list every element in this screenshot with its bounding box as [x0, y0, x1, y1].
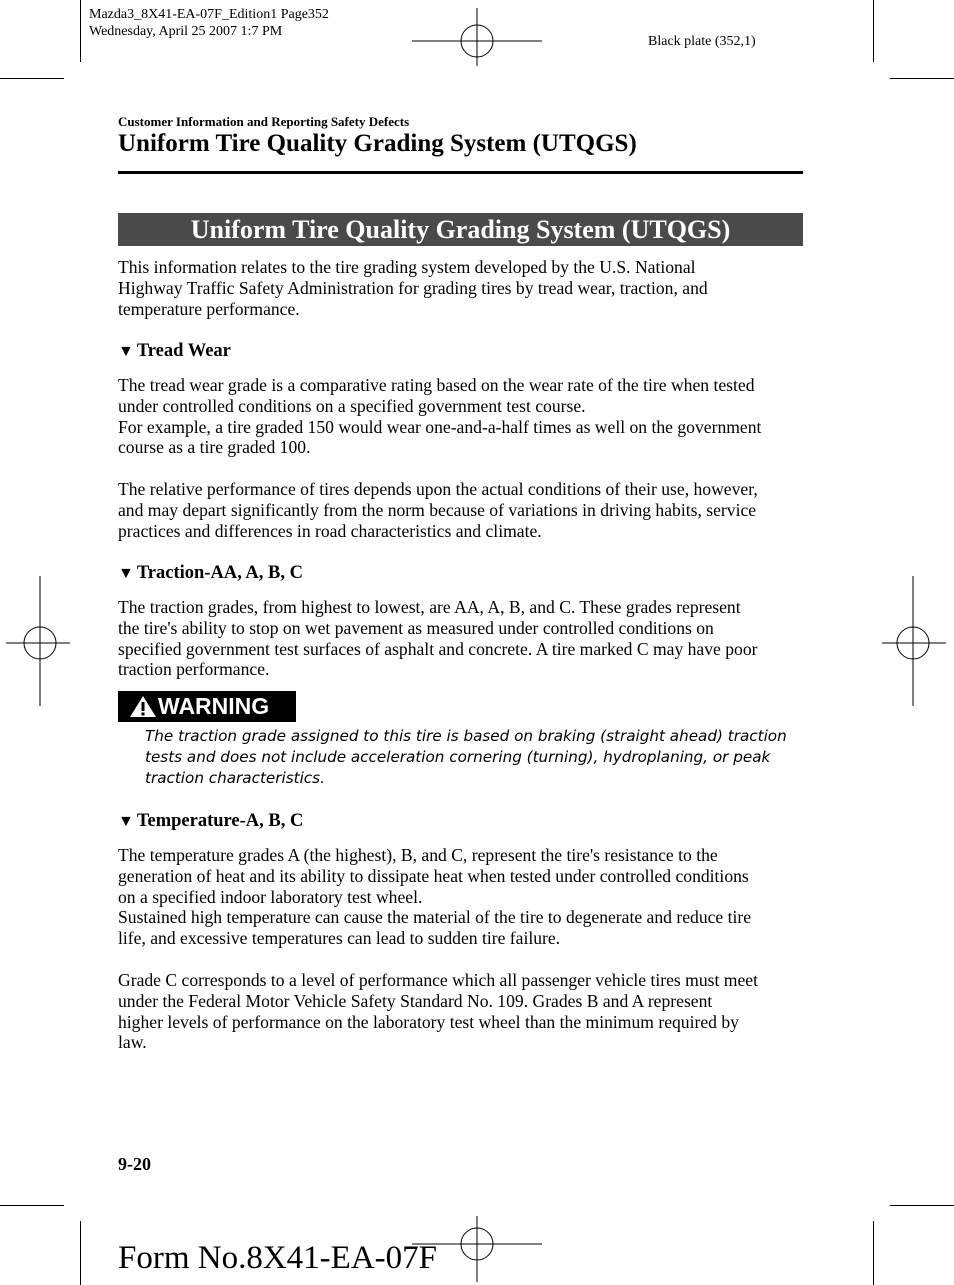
- registration-mark-top: [412, 6, 542, 66]
- text-line: law.: [118, 1032, 147, 1053]
- text-line: course as a tire graded 100.: [118, 437, 311, 458]
- traction-heading: [118, 563, 303, 584]
- intro-paragraph: [118, 257, 808, 319]
- registration-mark-left: [6, 576, 70, 706]
- warning-text: [145, 726, 810, 788]
- text-line: specified government test surfaces of asphalt and concrete. A tire marked C may have poor: [118, 638, 758, 659]
- page-number: 9-20: [118, 1154, 151, 1174]
- crop-mark: [873, 0, 874, 62]
- print-slug: [89, 6, 329, 40]
- text-line: higher levels of performance on the laboratory test wheel than the minimum required by: [118, 1011, 739, 1032]
- text-line: traction characteristics.: [145, 768, 325, 787]
- tread-wear-paragraph-1: [118, 375, 808, 458]
- text-line: on a specified indoor laboratory test wheel.: [118, 886, 423, 907]
- warning-box: [118, 691, 296, 722]
- text-line: The traction grade assigned to this tire is based on braking (straight ahead) traction: [145, 727, 787, 745]
- form-number: Form No.8X41-EA-07F: [118, 1240, 437, 1276]
- crop-mark: [890, 1205, 954, 1206]
- triangle-down-icon: ▼: [118, 813, 134, 830]
- page-title: Uniform Tire Quality Grading System (UTQGS): [118, 130, 637, 157]
- text-line: Sustained high temperature can cause the material of the tire to degenerate and reduce tire: [118, 907, 752, 928]
- traction-paragraph: [118, 597, 808, 680]
- crop-mark: [0, 78, 64, 79]
- text-line: Highway Traffic Safety Administration for grading tires by tread wear, traction, and: [118, 277, 708, 298]
- crop-mark: [873, 1221, 874, 1285]
- black-plate-label: Black plate (352,1): [648, 34, 756, 49]
- text-line: The temperature grades A (the highest), B, and C, represent the tire's resistance to the: [118, 845, 718, 865]
- tread-wear-paragraph-2: [118, 479, 808, 541]
- heading-text: Temperature-A, B, C: [136, 811, 304, 831]
- triangle-down-icon: ▼: [118, 343, 134, 360]
- text-line: The traction grades, from highest to lowest, are AA, A, B, and C. These grades represent: [118, 597, 741, 617]
- text-line: temperature performance.: [118, 298, 300, 319]
- section-banner: Uniform Tire Quality Grading System (UTQGS): [118, 213, 803, 246]
- text-line: For example, a tire graded 150 would wear one-and-a-half times as well on the government: [118, 416, 762, 437]
- text-line: Grade C corresponds to a level of performance which all passenger vehicle tires must meet: [118, 970, 758, 990]
- text-line: traction performance.: [118, 659, 270, 680]
- crop-mark: [890, 78, 954, 79]
- triangle-down-icon: ▼: [118, 565, 134, 582]
- section-label: Customer Information and Reporting Safety Defects: [118, 114, 410, 129]
- text-line: This information relates to the tire grading system developed by the U.S. National: [118, 257, 696, 277]
- slug-line-2: Wednesday, April 25 2007 1:7 PM: [89, 24, 283, 39]
- title-rule: [118, 171, 803, 174]
- crop-mark: [80, 1221, 81, 1285]
- exclamation-triangle-icon: [129, 695, 157, 718]
- crop-mark: [0, 1205, 64, 1206]
- slug-line-1: Mazda3_8X41-EA-07F_Edition1 Page352: [89, 7, 329, 22]
- heading-text: Traction-AA, A, B, C: [136, 563, 303, 583]
- text-line: life, and excessive temperatures can lead to sudden tire failure.: [118, 928, 561, 949]
- text-line: The tread wear grade is a comparative rating based on the wear rate of the tire when tested: [118, 375, 755, 395]
- text-line: under controlled conditions on a specified government test course.: [118, 395, 586, 416]
- text-line: and may depart significantly from the norm because of variations in driving habits, service: [118, 499, 757, 520]
- text-line: practices and differences in road characteristics and climate.: [118, 520, 542, 541]
- temperature-paragraph-1: [118, 845, 808, 949]
- text-line: generation of heat and its ability to dissipate heat when tested under controlled conditions: [118, 865, 749, 886]
- crop-mark: [80, 0, 81, 62]
- text-line: the tire's ability to stop on wet pavement as measured under controlled conditions on: [118, 617, 714, 638]
- heading-text: Tread Wear: [136, 341, 231, 361]
- warning-label: WARNING: [158, 693, 270, 719]
- text-line: under the Federal Motor Vehicle Safety Standard No. 109. Grades B and A represent: [118, 990, 713, 1011]
- registration-mark-right: [882, 576, 946, 706]
- temperature-heading: [118, 811, 303, 832]
- tread-wear-heading: [118, 341, 231, 362]
- temperature-paragraph-2: [118, 970, 808, 1053]
- text-line: tests and does not include acceleration cornering (turning), hydroplaning, or peak: [145, 747, 771, 766]
- text-line: The relative performance of tires depends upon the actual conditions of their use, however,: [118, 479, 758, 499]
